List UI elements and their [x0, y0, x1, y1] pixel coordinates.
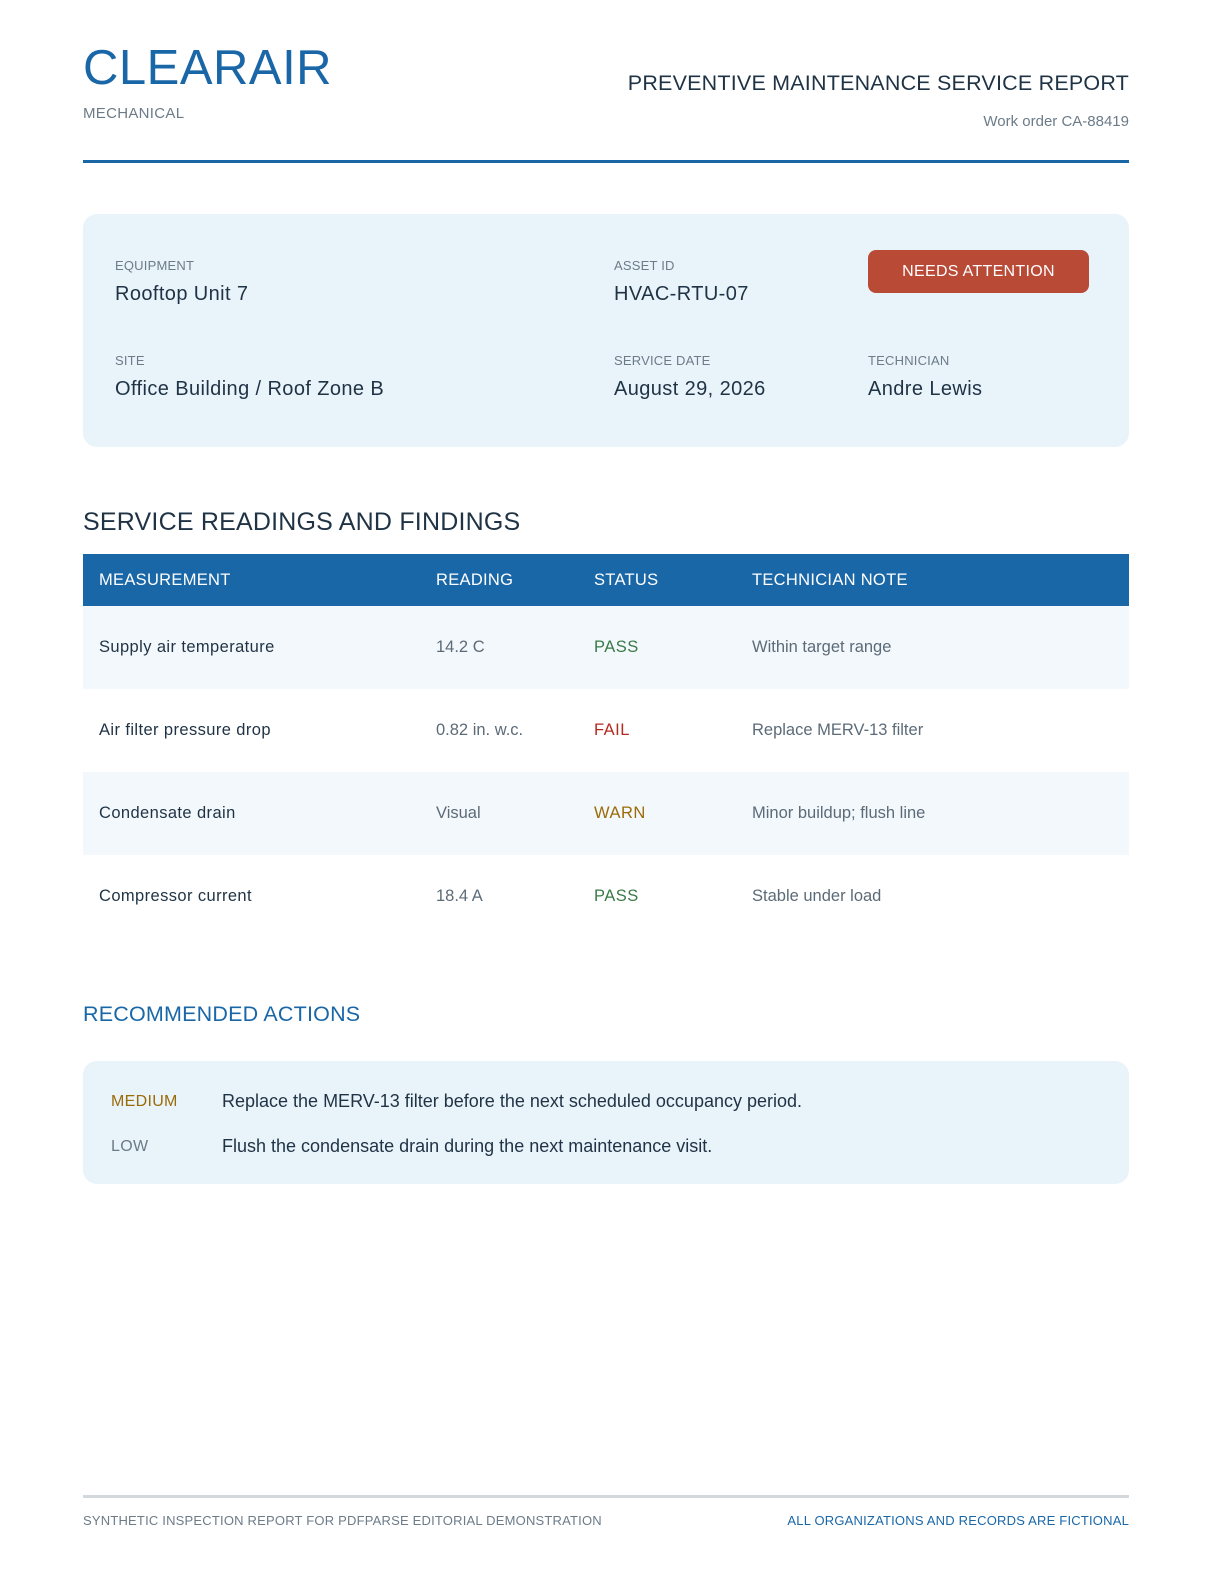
site-label: SITE [115, 353, 145, 368]
measurement-cell: Air filter pressure drop [99, 721, 271, 739]
site-field [115, 353, 384, 401]
action-item [83, 1136, 1129, 1160]
action-text: Flush the condensate drain during the next maintenance visit. [222, 1136, 713, 1156]
asset-id-value: HVAC-RTU-07 [614, 283, 749, 305]
header-divider [83, 160, 1129, 163]
service-date-value: August 29, 2026 [614, 378, 766, 400]
actions-panel [83, 1061, 1129, 1184]
footer-fictional-note: ALL ORGANIZATIONS AND RECORDS ARE FICTIONAL [787, 1513, 1129, 1528]
technician-field [868, 353, 982, 401]
note-cell: Minor buildup; flush line [752, 804, 926, 822]
measurement-cell: Compressor current [99, 887, 252, 905]
brand-subtitle: MECHANICAL [83, 105, 185, 122]
column-header-measurement: MEASUREMENT [99, 570, 231, 589]
reading-cell: 14.2 C [436, 638, 485, 656]
table-row [83, 606, 1129, 689]
reading-cell: 18.4 A [436, 887, 483, 905]
brand-logo: CLEARAIR [83, 41, 333, 95]
footer-disclaimer: SYNTHETIC INSPECTION REPORT FOR PDFPARSE EDITORIAL DEMONSTRATION [83, 1513, 602, 1528]
equipment-label: EQUIPMENT [115, 258, 195, 273]
status-cell: FAIL [594, 721, 630, 739]
work-order-number: Work order CA-88419 [983, 113, 1129, 130]
reading-cell: 0.82 in. w.c. [436, 721, 524, 739]
priority-label: MEDIUM [111, 1093, 178, 1110]
actions-section-title: RECOMMENDED ACTIONS [83, 1002, 361, 1026]
report-title: PREVENTIVE MAINTENANCE SERVICE REPORT [627, 71, 1129, 95]
reading-cell: Visual [436, 804, 481, 822]
table-row [83, 855, 1129, 938]
equipment-field [115, 258, 248, 306]
column-header-status: STATUS [594, 570, 659, 589]
table-row [83, 689, 1129, 772]
table-header-row [83, 554, 1129, 606]
asset-id-field [614, 258, 749, 306]
status-cell: WARN [594, 804, 646, 822]
column-header-note: TECHNICIAN NOTE [752, 570, 908, 589]
service-date-field [614, 353, 766, 401]
priority-label: LOW [111, 1138, 149, 1155]
status-cell: PASS [594, 638, 639, 656]
footer-divider [83, 1495, 1129, 1498]
readings-table [83, 554, 1129, 938]
note-cell: Stable under load [752, 887, 882, 905]
equipment-value: Rooftop Unit 7 [115, 283, 249, 305]
site-value: Office Building / Roof Zone B [115, 378, 385, 400]
technician-label: TECHNICIAN [868, 353, 950, 368]
readings-section-title: SERVICE READINGS AND FINDINGS [83, 508, 521, 536]
technician-value: Andre Lewis [868, 378, 983, 400]
service-date-label: SERVICE DATE [614, 353, 711, 368]
column-header-reading: READING [436, 570, 514, 589]
action-item [83, 1091, 1129, 1115]
note-cell: Within target range [752, 638, 892, 656]
status-badge: NEEDS ATTENTION [868, 250, 1089, 293]
note-cell: Replace MERV-13 filter [752, 721, 924, 739]
measurement-cell: Condensate drain [99, 804, 236, 822]
asset-id-label: ASSET ID [614, 258, 675, 273]
report-page [83, 0, 1129, 1584]
equipment-info-panel [83, 214, 1129, 447]
status-cell: PASS [594, 887, 639, 905]
measurement-cell: Supply air temperature [99, 638, 275, 656]
table-row [83, 772, 1129, 855]
action-text: Replace the MERV-13 filter before the next scheduled occupancy period. [222, 1091, 803, 1111]
